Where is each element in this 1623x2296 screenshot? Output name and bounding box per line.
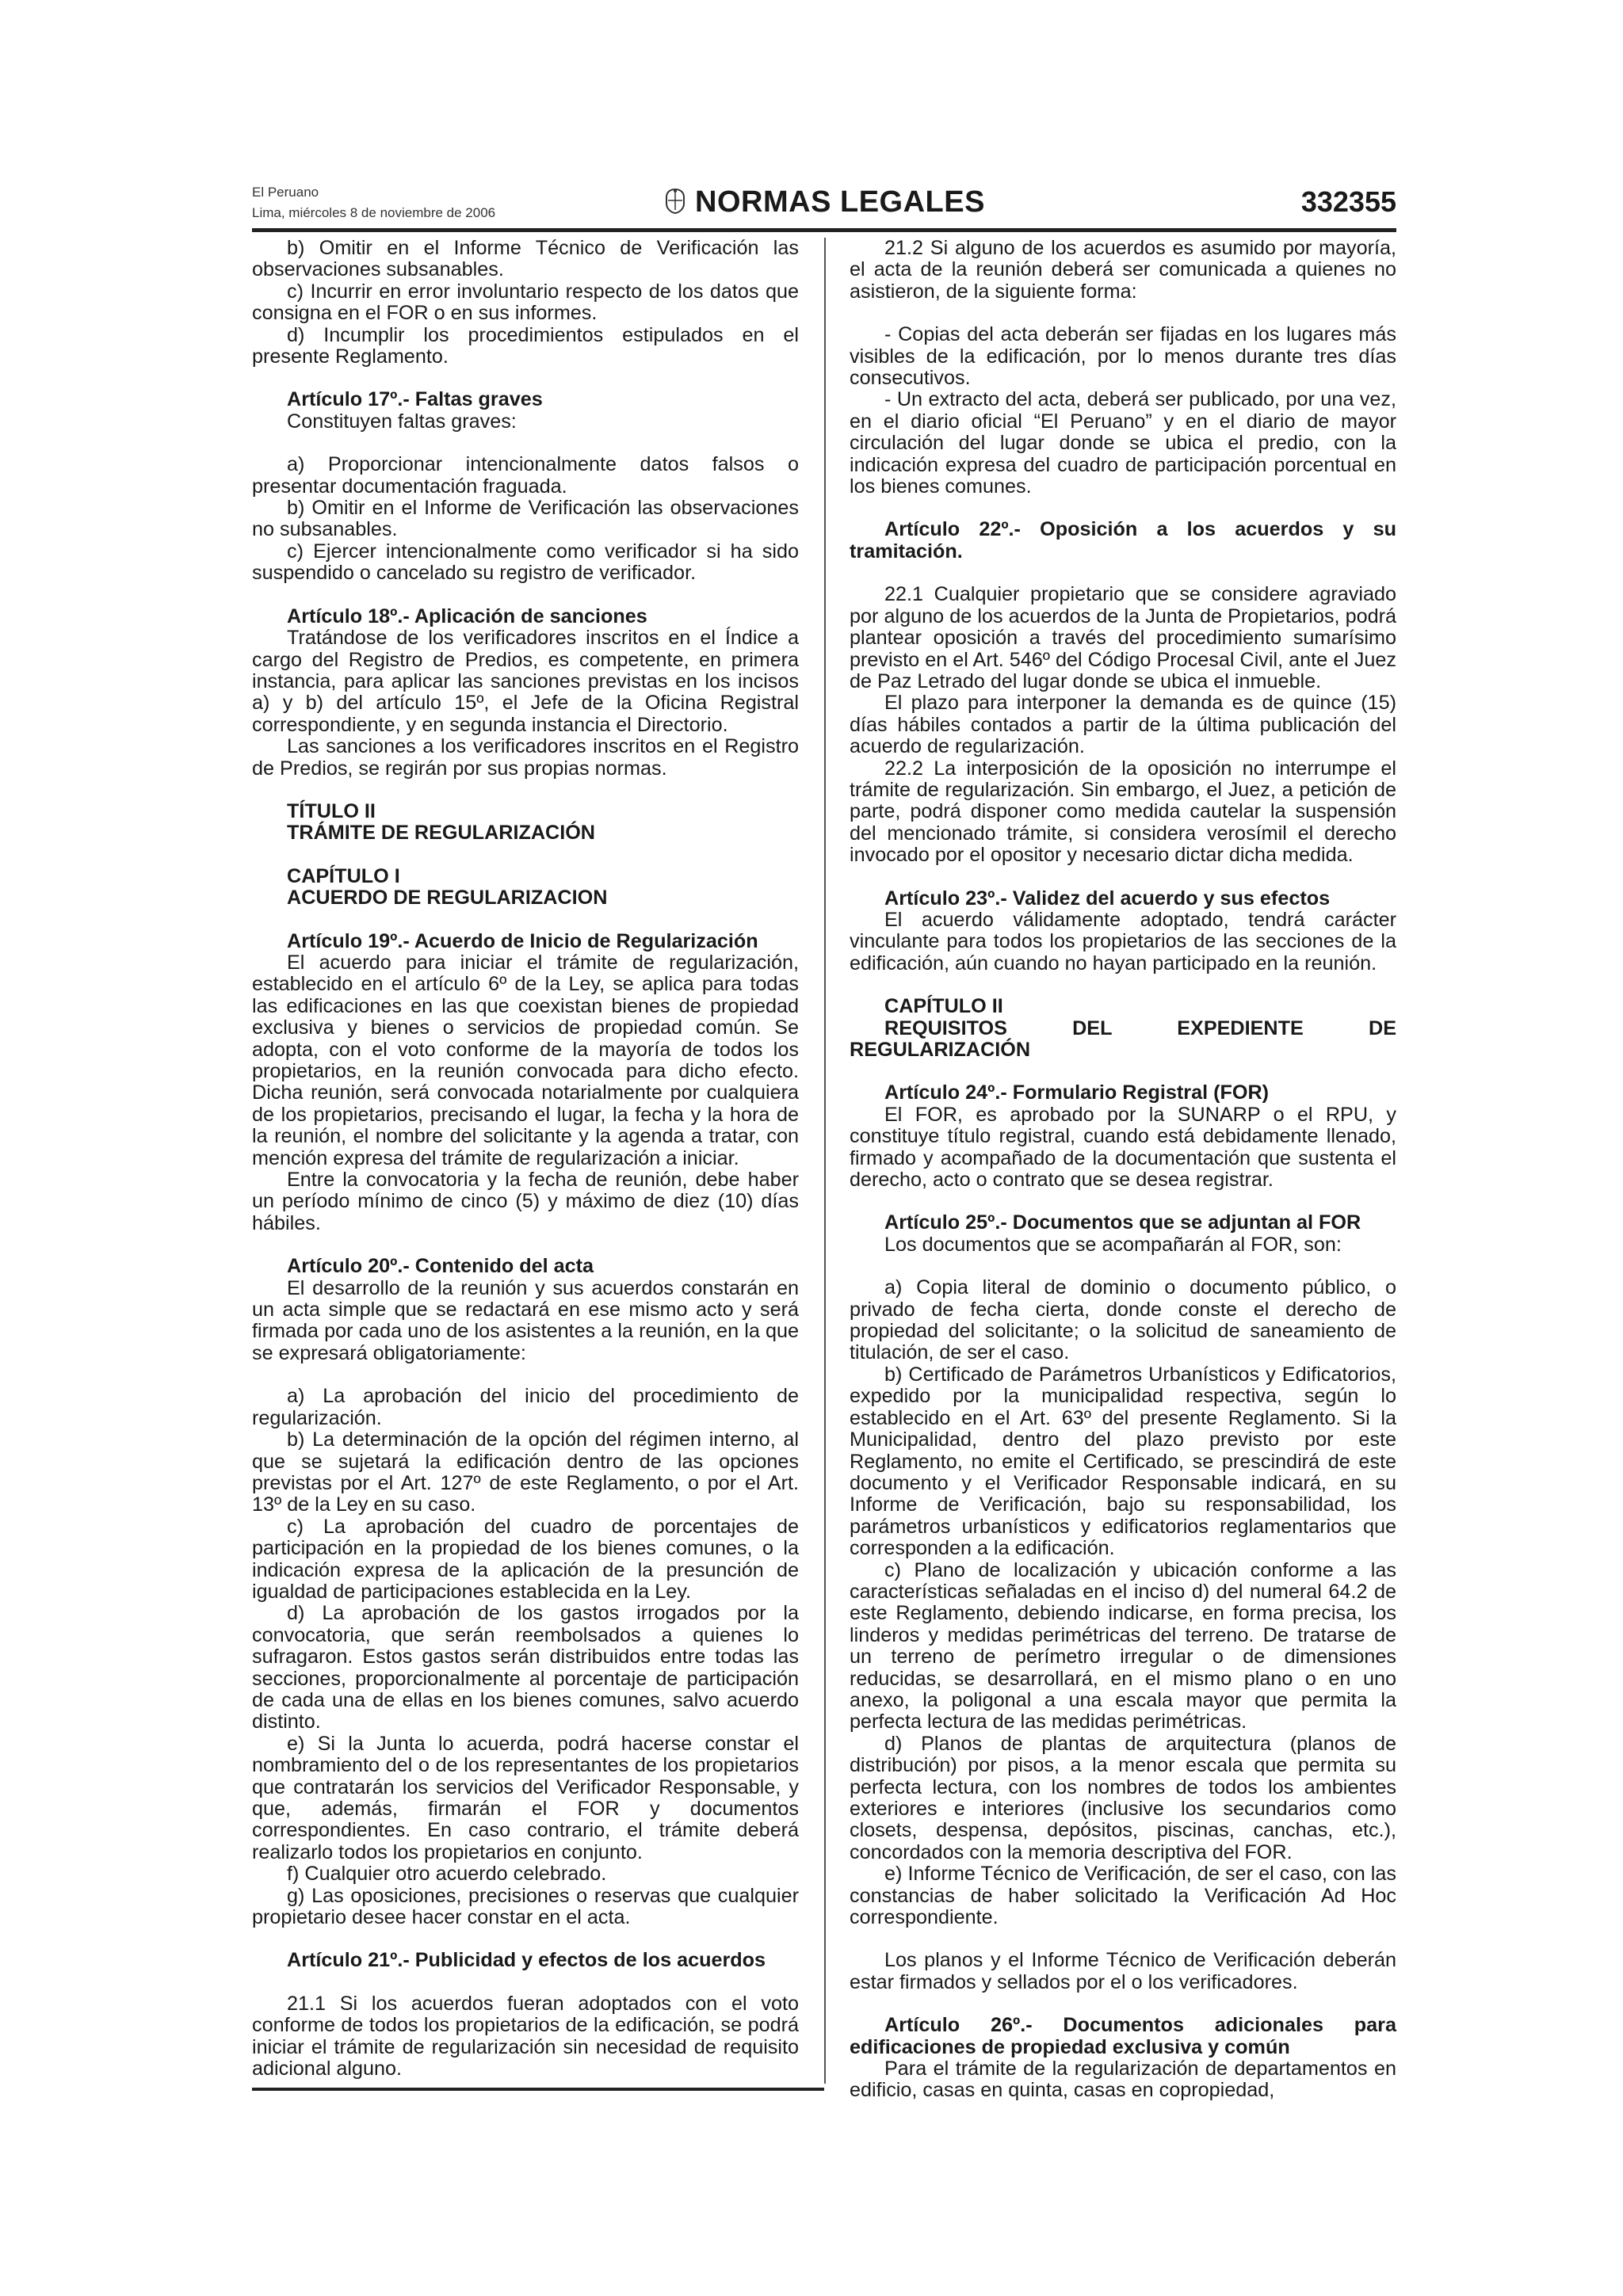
section-heading: Artículo 20º.- Contenido del acta <box>287 1255 594 1278</box>
paragraph: 21.1 Si los acuerdos fueran adoptados con el voto conforme de todos los propietarios de la edificación, se podrá iniciar el trámite de regularización sin necesidad de requisito adicional alguno. <box>252 1992 799 2081</box>
section-heading: Artículo 21º.- Publicidad y efectos de los acuerdos <box>287 1949 766 1972</box>
paragraph-gap <box>252 1928 799 1950</box>
page <box>252 181 1396 2102</box>
section-heading: TÍTULO II <box>287 799 376 822</box>
paragraph: 22.2 La interposición de la oposición no interrumpe el trámite de regularización. Sin embargo, el Juez, a petición de parte, podrá disponer como medida cautelar la suspensión del mencionado trámite, si considera verosímil el derecho invocado por el opositor y necesario dictar dicha medida. <box>850 757 1396 867</box>
column-divider <box>824 238 826 2084</box>
right-column <box>850 238 1396 2102</box>
paragraph-gap <box>850 867 1396 888</box>
paragraph-gap <box>252 368 799 389</box>
paragraph: d) La aprobación de los gastos irrogados por la convocatoria, que serán reembolsados a quienes lo sufragaron. Estos gastos serán distribuidos entre todas las secciones, proporcionalmente al porcentaje de participación de cada una de ellas en los bienes comunes, salvo acuerdo distinto. <box>252 1602 799 1733</box>
paragraph-gap <box>850 1928 1396 1950</box>
section-heading: Artículo 17º.- Faltas graves <box>287 388 543 411</box>
section-heading: Artículo 26º.- Documentos adicionales para edificaciones de propiedad exclusiva y común <box>850 2014 1396 2058</box>
paragraph: d) Planos de plantas de arquitectura (planos de distribución) por pisos, a la menor escala que permita su perfecta lectura, con los nombres de todos los ambientes exteriores e interiores (inclusive los secundarios como closets, despensa, depósitos, piscinas, canchas, etc.), concordados con la memoria descriptiva del FOR. <box>850 1732 1396 1863</box>
paragraph-gap <box>850 1993 1396 2015</box>
paragraph: e) Si la Junta lo acuerda, podrá hacerse constar el nombramiento del o de los representantes de los propietarios que contratarán los servicios del Verificador Responsable, y que, además, firmarán el FOR y documentos correspondientes. En caso contrario, el trámite deberá realizarlo todos los propietarios en conjunto. <box>252 1732 799 1863</box>
paragraph: Tratándose de los verificadores inscritos en el Índice a cargo del Registro de Predios, es competente, en primera instancia, para aplicar las sanciones previstas en los incisos a) y b) del artículo 15º, el Jefe de la Oficina Registral correspondiente, y en segunda instancia el Directorio. <box>252 627 799 736</box>
paragraph: f) Cualquier otro acuerdo celebrado. <box>287 1863 607 1886</box>
section-heading: Artículo 19º.- Acuerdo de Inicio de Regularización <box>287 929 758 952</box>
paragraph-gap <box>252 585 799 606</box>
paragraph: e) Informe Técnico de Verificación, de ser el caso, con las constancias de haber solicitado la Verificación Ad Hoc correspondiente. <box>850 1863 1396 1929</box>
page-header <box>252 181 1396 232</box>
paragraph-gap <box>252 1364 799 1386</box>
paragraph: c) Ejercer intencionalmente como verificador si ha sido suspendido o cancelado su registro de verificador. <box>252 540 799 585</box>
paragraph: c) La aprobación del cuadro de porcentajes de participación en la propiedad de los bienes comunes, o la indicación expresa de la aplicación de la presunción de igualdad de participaciones establecida en la Ley. <box>252 1515 799 1603</box>
paragraph: El acuerdo para iniciar el trámite de regularización, establecido en el artículo 6º de la Ley, se aplica para todas las edificaciones en las que coexistan bienes de propiedad exclusiva y bienes o servicios de propiedad común. Se adopta, con el voto conforme de la mayoría de todos los propietarios, en la reunión convocada para dicho efecto. Dicha reunión, será convocada notarialmente por cualquiera de los propietarios, precisando el lugar, la fecha y la hora de la reunión, el nombre del solicitante y la agenda a tratar, con mención expresa del trámite de regularización a iniciar. <box>252 951 799 1169</box>
paragraph: a) Copia literal de dominio o documento público, o privado de fecha cierta, donde conste el derecho de propiedad del solicitante; o la solicitud de saneamiento de titulación, de ser el caso. <box>850 1276 1396 1364</box>
paragraph: d) Incumplir los procedimientos estipulados en el presente Reglamento. <box>252 323 799 368</box>
paragraph: Los documentos que se acompañarán al FOR, son: <box>884 1233 1342 1256</box>
paragraph-gap <box>252 780 799 801</box>
paragraph-gap <box>252 910 799 931</box>
paragraph: c) Plano de localización y ubicación conforme a las características señaladas en el inciso d) del numeral 64.2 de este Reglamento, debiendo indicarse, en forma precisa, los linderos y medidas perimétricas del terreno. De tratarse de un terreno de perímetro irregular o de dimensiones reducidas, se desarrollará, en el mismo plano o en uno anexo, la poligonal a una escala mayor que permita la perfecta lectura de las medidas perimétricas. <box>850 1558 1396 1733</box>
paragraph: El FOR, es aprobado por la SUNARP o el RPU, y constituye título registral, cuando está debidamente llenado, firmado y acompañado de la documentación que sustenta el derecho, acto o contrato que se desea registrar. <box>850 1103 1396 1192</box>
paragraph: El acuerdo válidamente adoptado, tendrá carácter vinculante para todos los propietarios de las secciones de la edificación, aún cuando no hayan participado en la reunión. <box>850 908 1396 974</box>
paragraph-gap <box>850 1191 1396 1212</box>
paragraph-gap <box>252 1234 799 1256</box>
paragraph: b) Omitir en el Informe Técnico de Verificación las observaciones subsanables. <box>252 237 799 281</box>
coat-of-arms-icon <box>663 188 687 215</box>
section-heading: ACUERDO DE REGULARIZACION <box>287 887 608 910</box>
paragraph: Constituyen faltas graves: <box>287 410 517 433</box>
paragraph: b) La determinación de la opción del régimen interno, al que se sujetará la edificación dentro de las opciones previstas por el Art. 127º de este Reglamento, o por el Art. 13º de la Ley en su caso. <box>252 1428 799 1516</box>
header-title-block <box>252 185 1396 219</box>
section-heading: Artículo 25º.- Documentos que se adjuntan al FOR <box>884 1211 1361 1234</box>
paragraph-gap <box>850 563 1396 584</box>
publication-date: Lima, miércoles 8 de noviembre de 2006 <box>252 205 496 220</box>
paragraph-gap <box>252 845 799 866</box>
paragraph-gap <box>850 1061 1396 1082</box>
section-heading: Artículo 23º.- Validez del acuerdo y sus efectos <box>884 887 1331 910</box>
header-title: NORMAS LEGALES <box>695 185 985 219</box>
paragraph: 22.1 Cualquier propietario que se considere agraviado por alguno de los acuerdos de la Junta de Propietarios, podrá plantear oposición a través del procedimiento sumarísimo previsto en el Art. 546º del Código Procesal Civil, ante el Juez de Paz Letrado del lugar donde se ubica el inmueble. <box>850 583 1396 692</box>
paragraph: g) Las oposiciones, precisiones o reservas que cualquier propietario desee hacer constar en el acta. <box>252 1884 799 1929</box>
paragraph: Entre la convocatoria y la fecha de reunión, debe haber un período mínimo de cinco (5) y máximo de diez (10) días hábiles. <box>252 1169 799 1234</box>
paragraph: a) La aprobación del inicio del procedimiento de regularización. <box>252 1385 799 1429</box>
paragraph: El desarrollo de la reunión y sus acuerdos constarán en un acta simple que se redactará en ese mismo acto y será firmada por cada uno de los asistentes a la reunión, en la que se expresará obligatoriamente: <box>252 1276 799 1364</box>
paragraph: Para el trámite de la regularización de departamentos en edificio, casas en quinta, casas en copropiedad, <box>850 2058 1396 2102</box>
section-heading: Artículo 22º.- Oposición a los acuerdos y su tramitación. <box>850 518 1396 563</box>
paragraph: c) Incurrir en error involuntario respecto de los datos que consigna en el FOR o en sus informes. <box>252 280 799 325</box>
section-heading: TRÁMITE DE REGULARIZACIÓN <box>287 822 595 845</box>
paragraph: b) Certificado de Parámetros Urbanísticos y Edificatorios, expedido por la municipalidad respectiva, según lo establecido en el Art. 63º del presente Reglamento. Si la Municipalidad, dentro del plazo previsto por este Reglamento, no emite el Certificado, se prescindirá de este documento y el Verificador Responsable indicará, en su Informe de Verificación, bajo su responsabilidad, los parámetros urbanísticos y edificatorios reglamentarios que corresponden a la edificación. <box>850 1363 1396 1560</box>
paragraph-gap <box>252 433 799 454</box>
paragraph-gap <box>850 974 1396 996</box>
paragraph-gap <box>850 1256 1396 1277</box>
page-number: 332355 <box>1300 185 1396 218</box>
paragraph: - Copias del acta deberán ser fijadas en los lugares más visibles de la edificación, por lo menos durante tres días consecutivos. <box>850 323 1396 390</box>
paragraph-gap <box>252 1972 799 1993</box>
paragraph-gap <box>850 498 1396 519</box>
paragraph: Los planos y el Informe Técnico de Verificación deberán estar firmados y sellados por el o los verificadores. <box>850 1949 1396 1993</box>
paragraph-gap <box>850 303 1396 324</box>
paragraph: Las sanciones a los verificadores inscritos en el Registro de Predios, se regirán por sus propias normas. <box>252 735 799 780</box>
section-heading: Artículo 24º.- Formulario Registral (FOR) <box>884 1081 1270 1104</box>
bottom-rule <box>252 2088 824 2091</box>
paragraph: b) Omitir en el Informe de Verificación las observaciones no subsanables. <box>252 497 799 541</box>
paragraph: El plazo para interponer la demanda es de quince (15) días hábiles contados a partir de la última publicación del acuerdo de regularización. <box>850 692 1396 758</box>
text-columns <box>252 237 1396 2102</box>
paragraph: a) Proporcionar intencionalmente datos falsos o presentar documentación fraguada. <box>252 453 799 498</box>
section-heading: REQUISITOS DEL EXPEDIENTE DE REGULARIZACIÓN <box>850 1016 1396 1061</box>
section-heading: Artículo 18º.- Aplicación de sanciones <box>287 605 647 627</box>
paragraph: - Un extracto del acta, deberá ser publicado, por una vez, en el diario oficial “El Peruano” y en el diario de mayor circulación del lugar donde se ubica el predio, con la indicación expresa del cuadro de participación porcentual en los bienes comunes. <box>850 388 1396 498</box>
section-heading: CAPÍTULO I <box>287 864 400 887</box>
paragraph: 21.2 Si alguno de los acuerdos es asumido por mayoría, el acta de la reunión deberá ser comunicada a quienes no asistieron, de la siguiente forma: <box>850 237 1396 303</box>
left-column <box>252 238 799 2080</box>
section-heading: CAPÍTULO II <box>884 995 1003 1018</box>
publication-name: El Peruano <box>252 185 319 200</box>
